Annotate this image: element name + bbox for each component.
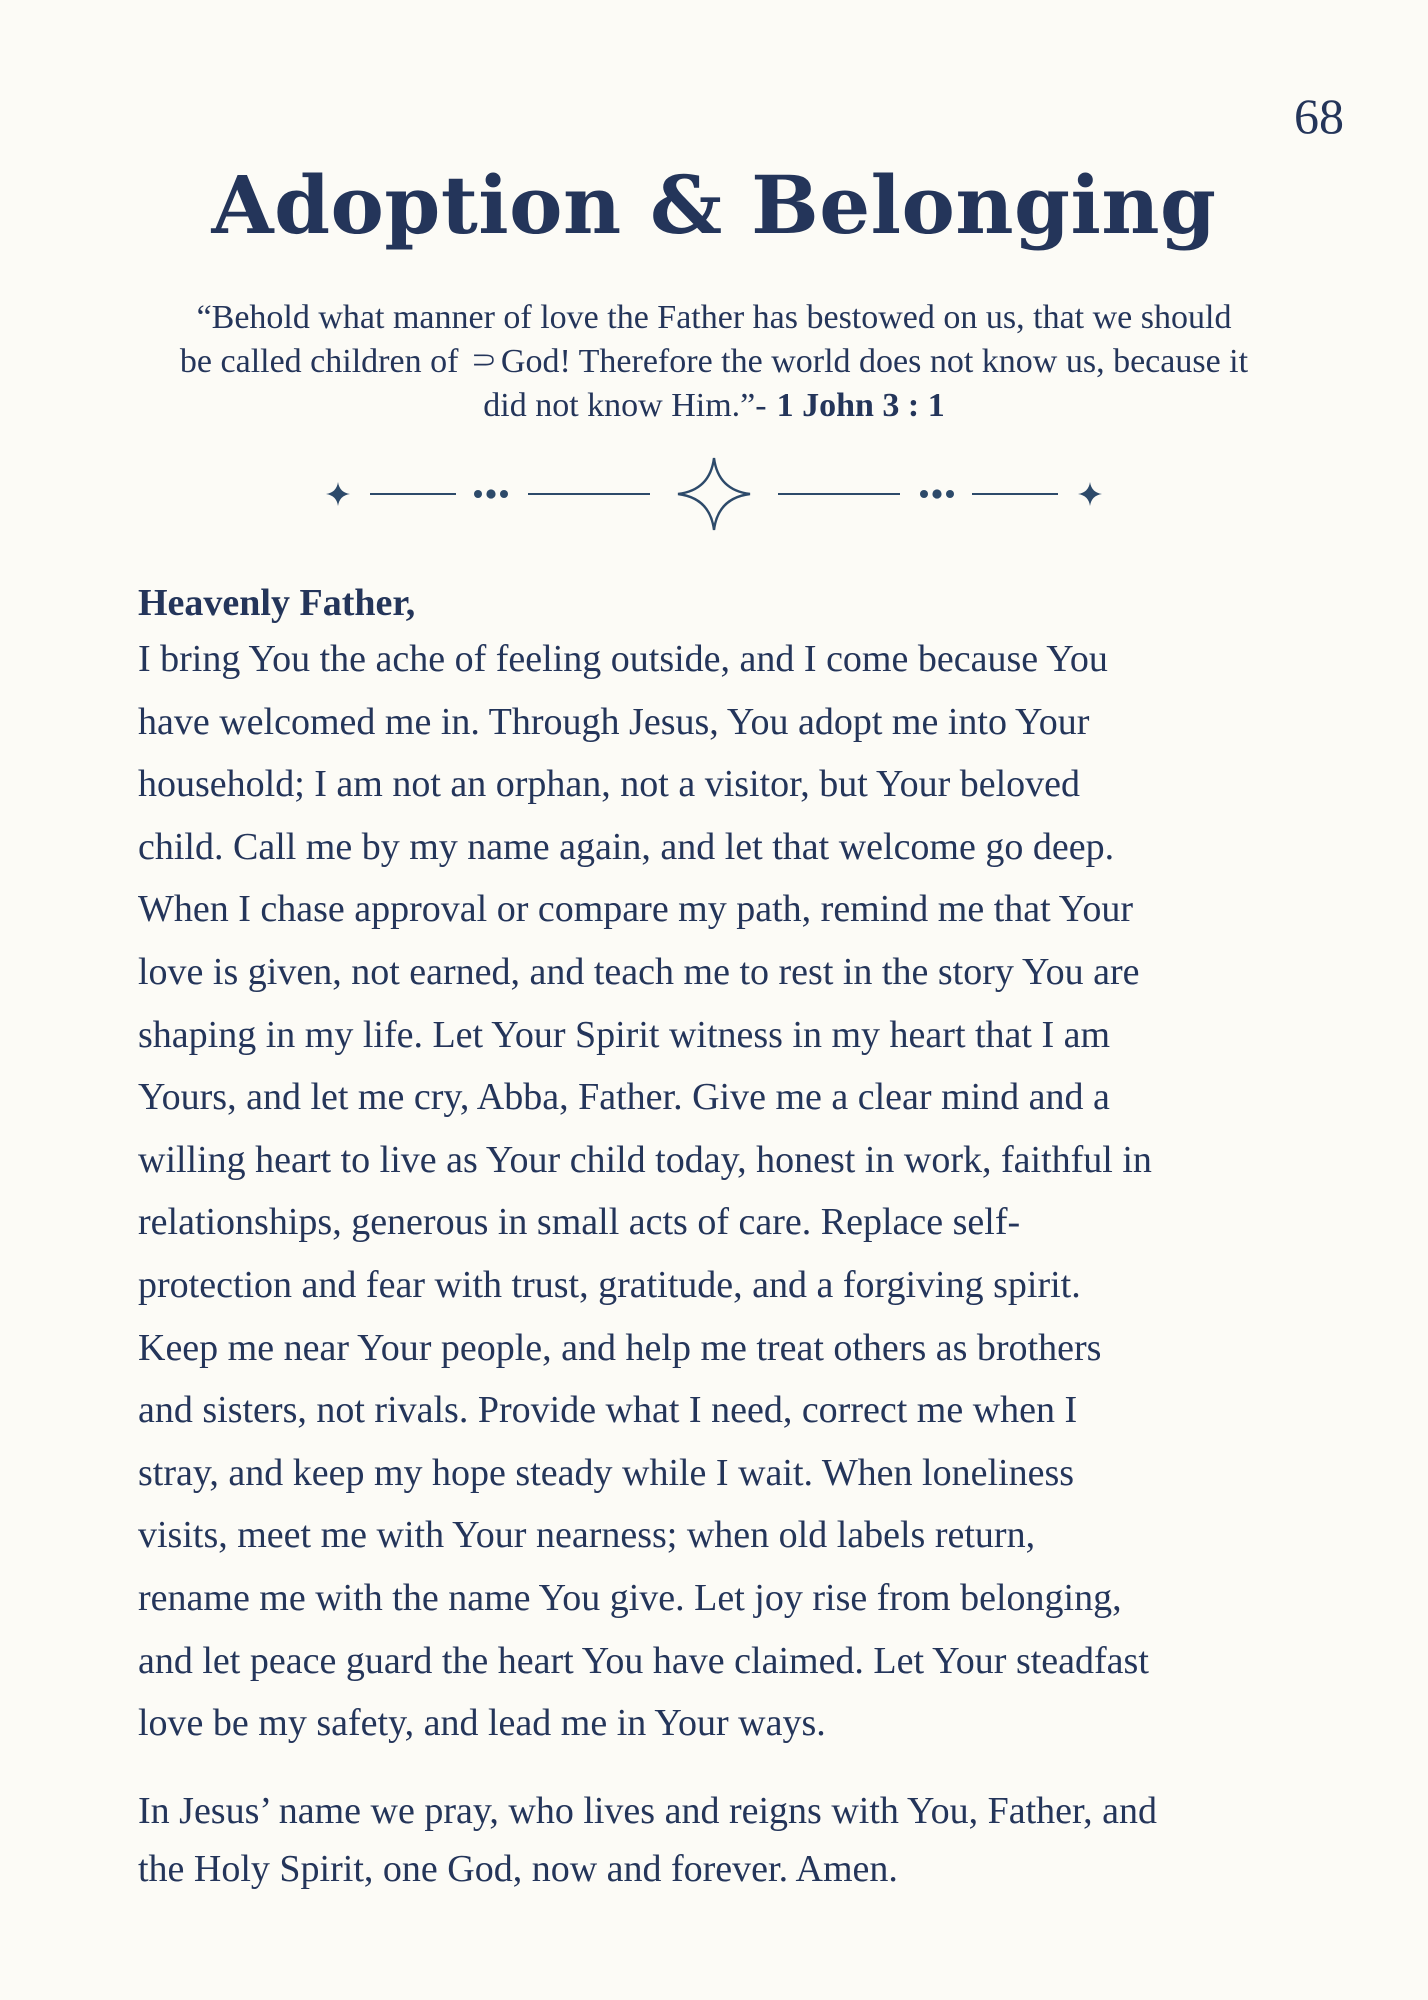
sparkle-large-icon [678,458,750,530]
verse-reference: 1 John 3 : 1 [776,387,945,424]
prayer-line: household; I am not an orphan, not a visitor, but Your beloved [138,763,1081,806]
verse-line: “Behold what manner of love the Father has bestowed on us, that we should [196,299,1232,336]
prayer-line: have welcomed me in. Through Jesus, You adopt me into Your [138,700,1090,743]
prayer-line: rename me with the name You give. Let joy rise from belonging, [138,1576,1122,1619]
sparkle-small-icon [326,482,350,506]
dots-icon [920,489,954,498]
prayer-line: relationships, generous in small acts of care. Replace self- [138,1201,1021,1244]
prayer-line: love be my safety, and lead me in Your ways. [138,1702,826,1745]
prayer-line: protection and fear with trust, gratitude, and a forgiving spirit. [138,1263,1081,1306]
verse-line: be called children of ⸧God! Therefore the world does not know us, because it [179,343,1249,380]
page-title: Adoption & Belonging [211,158,1217,252]
prayer-line: stray, and keep my hope steady while I wait. When loneliness [138,1451,1075,1494]
prayer-line: shaping in my life. Let Your Spirit witness in my heart that I am [138,1013,1111,1056]
verse-line-last [120,384,1308,428]
prayer-line: I bring You the ache of feeling outside, and I come because You [138,638,1108,680]
dots-icon [474,489,508,498]
ornamental-divider [314,452,1114,536]
prayer-line: and sisters, not rivals. Provide what I need, correct me when I [138,1389,1078,1432]
prayer-closing [138,1782,1318,1898]
closing-line: the Holy Spirit, one God, now and forever. Amen. [138,1848,898,1890]
prayer-salutation: Heavenly Father, [138,582,416,624]
verse-line-text: did not know Him.”- [483,387,767,424]
prayer-line: love is given, not earned, and teach me to rest in the story You are [138,950,1140,993]
prayer-line: child. Call me by my name again, and let that welcome go deep. [138,825,1115,868]
prayer-line: willing heart to live as Your child today, honest in work, faithful in [138,1138,1152,1181]
prayer-body [138,578,1318,1755]
prayer-line: Keep me near Your people, and help me treat others as brothers [138,1326,1102,1369]
page-number: 68 [1294,88,1344,144]
prayer-line: When I chase approval or compare my path, remind me that Your [138,888,1134,931]
prayer-line: Yours, and let me cry, Abba, Father. Give me a clear mind and a [138,1076,1110,1119]
sparkle-small-icon [1078,482,1102,506]
closing-line: In Jesus’ name we pray, who lives and reigns with You, Father, and [138,1790,1158,1832]
scripture-verse [120,296,1308,428]
prayer-line: visits, meet me with Your nearness; when old labels return, [138,1514,1036,1557]
prayer-line: and let peace guard the heart You have claimed. Let Your steadfast [138,1639,1149,1682]
